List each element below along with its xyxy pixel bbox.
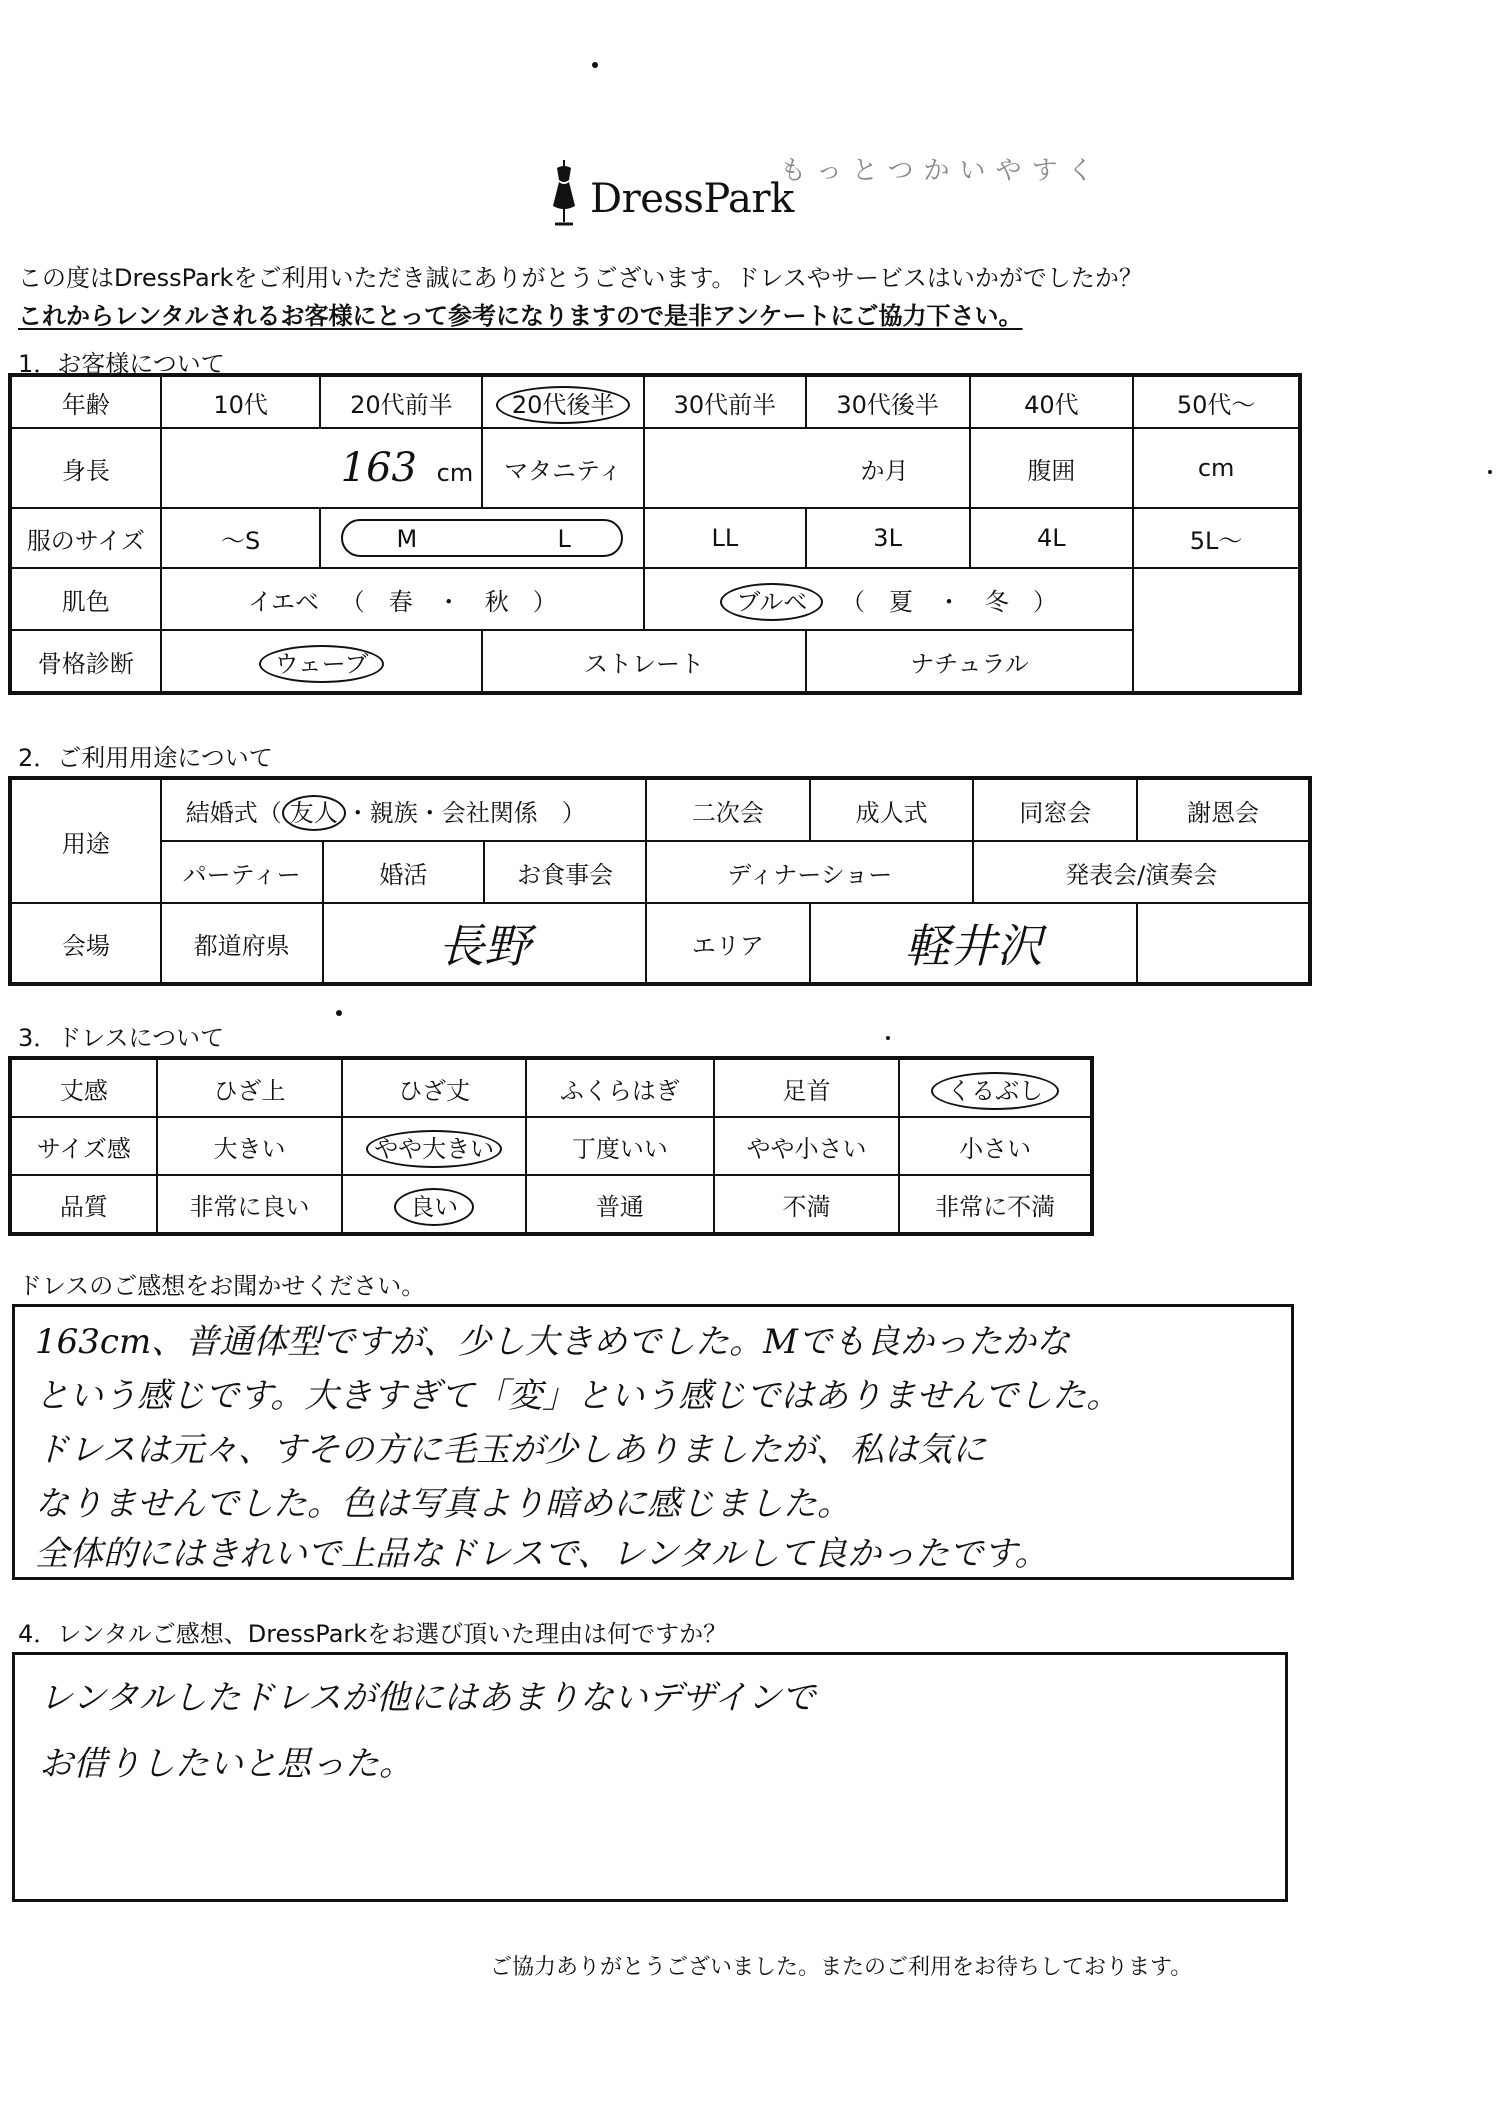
size-option-selected[interactable] — [320, 508, 644, 568]
comment-line: ドレスは元々、すその方に毛玉が少しありましたが、私は気に — [35, 1430, 986, 1470]
area-value: 軽井沢 — [904, 919, 1043, 973]
length-row — [11, 1059, 1091, 1117]
yellow-base: イエベ — [248, 587, 320, 616]
customer-table — [10, 375, 1300, 693]
skin-blue-option[interactable] — [644, 568, 1133, 630]
height-unit: cm — [436, 459, 474, 487]
length-label: 丈感 — [11, 1059, 157, 1117]
quality-option[interactable]: 普通 — [526, 1175, 714, 1233]
fit-option[interactable]: やや小さい — [714, 1117, 900, 1175]
fit-option-selected[interactable] — [342, 1117, 526, 1175]
fit-row — [11, 1117, 1091, 1175]
size-label: 服のサイズ — [11, 508, 161, 568]
length-option-selected[interactable] — [899, 1059, 1091, 1117]
size-option[interactable]: LL — [644, 508, 806, 568]
dress-table — [10, 1058, 1092, 1234]
frame-option-selected[interactable] — [161, 630, 483, 692]
frame-option[interactable]: ナチュラル — [806, 630, 1133, 692]
usage-table — [10, 778, 1310, 984]
venue-label: 会場 — [11, 903, 161, 983]
usage-label: 用途 — [11, 779, 161, 903]
age-option[interactable]: 50代～ — [1133, 376, 1299, 428]
area-field[interactable] — [810, 903, 1137, 983]
handwritten-scribble: もっとつかいやすく — [780, 156, 1104, 186]
length-circled: くるぶし — [931, 1072, 1059, 1110]
scan-speck — [886, 1036, 890, 1040]
usage-option[interactable]: ディナーショー — [646, 841, 973, 903]
skin-yellow-option[interactable] — [161, 568, 644, 630]
empty-cell — [1137, 903, 1309, 983]
size-circle — [341, 519, 623, 557]
comment-line: 全体的にはきれいで上品なドレスで、レンタルして良かったです。 — [35, 1534, 1049, 1574]
comment-line: という感じです。大きすぎて「変」という感じではありませんでした。 — [35, 1376, 1121, 1416]
empty-cell — [1133, 630, 1299, 692]
age-option[interactable]: 20代前半 — [320, 376, 482, 428]
age-option[interactable]: 30代前半 — [644, 376, 806, 428]
pref-value: 長野 — [438, 919, 531, 973]
frame-option[interactable]: ストレート — [482, 630, 806, 692]
age-option-selected[interactable] — [482, 376, 644, 428]
usage-option[interactable]: 発表会/演奏会 — [973, 841, 1309, 903]
fit-option[interactable]: 丁度いい — [526, 1117, 714, 1175]
empty-cell — [1133, 568, 1299, 630]
footer-thanks: ご協力ありがとうございました。またのご利用をお待ちしております。 — [490, 1955, 1193, 1980]
wedding-option[interactable] — [161, 779, 646, 841]
reason-line: レンタルしたドレスが他にはあまりないデザインで — [39, 1678, 816, 1718]
wedding-friend-circled: 友人 — [282, 795, 346, 831]
pref-field[interactable] — [323, 903, 647, 983]
yellow-seasons: （ 春 ・ 秋 ） — [340, 587, 557, 616]
reason-line: お借りしたいと思った。 — [39, 1744, 413, 1784]
quality-option[interactable]: 非常に不満 — [899, 1175, 1091, 1233]
height-label: 身長 — [11, 428, 161, 508]
fit-option[interactable]: 小さい — [899, 1117, 1091, 1175]
quality-row — [11, 1175, 1091, 1233]
usage-option[interactable]: 二次会 — [646, 779, 810, 841]
wedding-open: 結婚式（ — [185, 798, 282, 827]
usage-option[interactable]: 謝恩会 — [1137, 779, 1309, 841]
quality-label: 品質 — [11, 1175, 157, 1233]
usage-option[interactable]: 同窓会 — [973, 779, 1137, 841]
quality-option[interactable]: 不満 — [714, 1175, 900, 1233]
comment-line: なりませんでした。色は写真より暗めに感じました。 — [35, 1484, 851, 1524]
months-unit: か月 — [860, 456, 909, 485]
skin-row — [11, 568, 1299, 630]
height-field[interactable] — [161, 428, 483, 508]
quality-option-selected[interactable] — [342, 1175, 526, 1233]
frame-circled: ウェーブ — [259, 645, 385, 683]
age-option[interactable]: 40代 — [970, 376, 1134, 428]
length-option[interactable]: 足首 — [714, 1059, 900, 1117]
scan-speck — [336, 1010, 342, 1016]
age-label: 年齢 — [11, 376, 161, 428]
section3-title: 3．ドレスについて — [18, 1024, 225, 1052]
quality-circled: 良い — [394, 1188, 474, 1226]
usage-row1 — [11, 779, 1309, 841]
height-row — [11, 428, 1299, 508]
usage-option[interactable]: 成人式 — [810, 779, 974, 841]
wedding-rest: ・親族・会社関係 ） — [345, 798, 586, 827]
age-option[interactable]: 10代 — [161, 376, 321, 428]
usage-option[interactable]: 婚活 — [323, 841, 485, 903]
reason-box[interactable] — [12, 1652, 1288, 1902]
pref-label: 都道府県 — [161, 903, 323, 983]
size-l: L — [557, 525, 571, 553]
brand-name: DressPark — [590, 176, 794, 222]
scan-speck — [1488, 470, 1492, 474]
usage-option[interactable]: パーティー — [161, 841, 323, 903]
fit-circled: やや大きい — [366, 1130, 502, 1168]
length-option[interactable]: ひざ上 — [157, 1059, 343, 1117]
skin-label: 肌色 — [11, 568, 161, 630]
comment-box[interactable] — [12, 1304, 1294, 1580]
size-option[interactable]: 3L — [806, 508, 970, 568]
waist-unit: cm — [1197, 454, 1235, 482]
comment-line: 163cm、普通体型ですが、少し大きめでした。Mでも良かったかな — [35, 1322, 1070, 1362]
waist-label: 腹囲 — [970, 428, 1134, 508]
intro-request-text: これからレンタルされるお客様にとって参考になりますので是非アンケートにご協力下さい。 — [18, 302, 1023, 330]
size-row — [11, 508, 1299, 568]
mannequin-icon — [544, 158, 584, 228]
frame-label: 骨格診断 — [11, 630, 161, 692]
maternity-months-field[interactable] — [644, 428, 970, 508]
section2-title: 2．ご利用用途について — [18, 744, 273, 772]
age-row — [11, 376, 1299, 428]
quality-option[interactable]: 非常に良い — [157, 1175, 343, 1233]
fit-label: サイズ感 — [11, 1117, 157, 1175]
age-option[interactable]: 30代後半 — [806, 376, 970, 428]
size-option[interactable]: 4L — [970, 508, 1134, 568]
venue-row — [11, 903, 1309, 983]
height-value: 163 — [340, 445, 418, 491]
area-label: エリア — [646, 903, 810, 983]
size-option[interactable]: 5L～ — [1133, 508, 1299, 568]
blue-seasons: （ 夏 ・ 冬 ） — [840, 587, 1057, 616]
intro-text: この度はDressParkをご利用いただき誠にありがとうございます。ドレスやサービスはいかがでしたか？ — [18, 264, 1143, 292]
scan-speck — [592, 62, 598, 68]
fit-option[interactable]: 大きい — [157, 1117, 343, 1175]
section4-title: 4．レンタルご感想、DressParkをお選び頂いた理由は何ですか？ — [18, 1620, 728, 1648]
maternity-label: マタニティ — [482, 428, 644, 508]
comment-title: ドレスのご感想をお聞かせください。 — [18, 1272, 426, 1300]
size-m: M — [396, 525, 418, 553]
usage-option[interactable]: お食事会 — [484, 841, 646, 903]
waist-field[interactable] — [1133, 428, 1299, 508]
section1-title: 1．お客様について — [18, 350, 225, 378]
frame-row — [11, 630, 1299, 692]
length-option[interactable]: ふくらはぎ — [526, 1059, 714, 1117]
length-option[interactable]: ひざ丈 — [342, 1059, 526, 1117]
usage-row2 — [11, 841, 1309, 903]
age-circled: 20代後半 — [496, 386, 631, 424]
blue-base-circled: ブルベ — [720, 583, 823, 621]
size-option[interactable]: ～S — [161, 508, 321, 568]
